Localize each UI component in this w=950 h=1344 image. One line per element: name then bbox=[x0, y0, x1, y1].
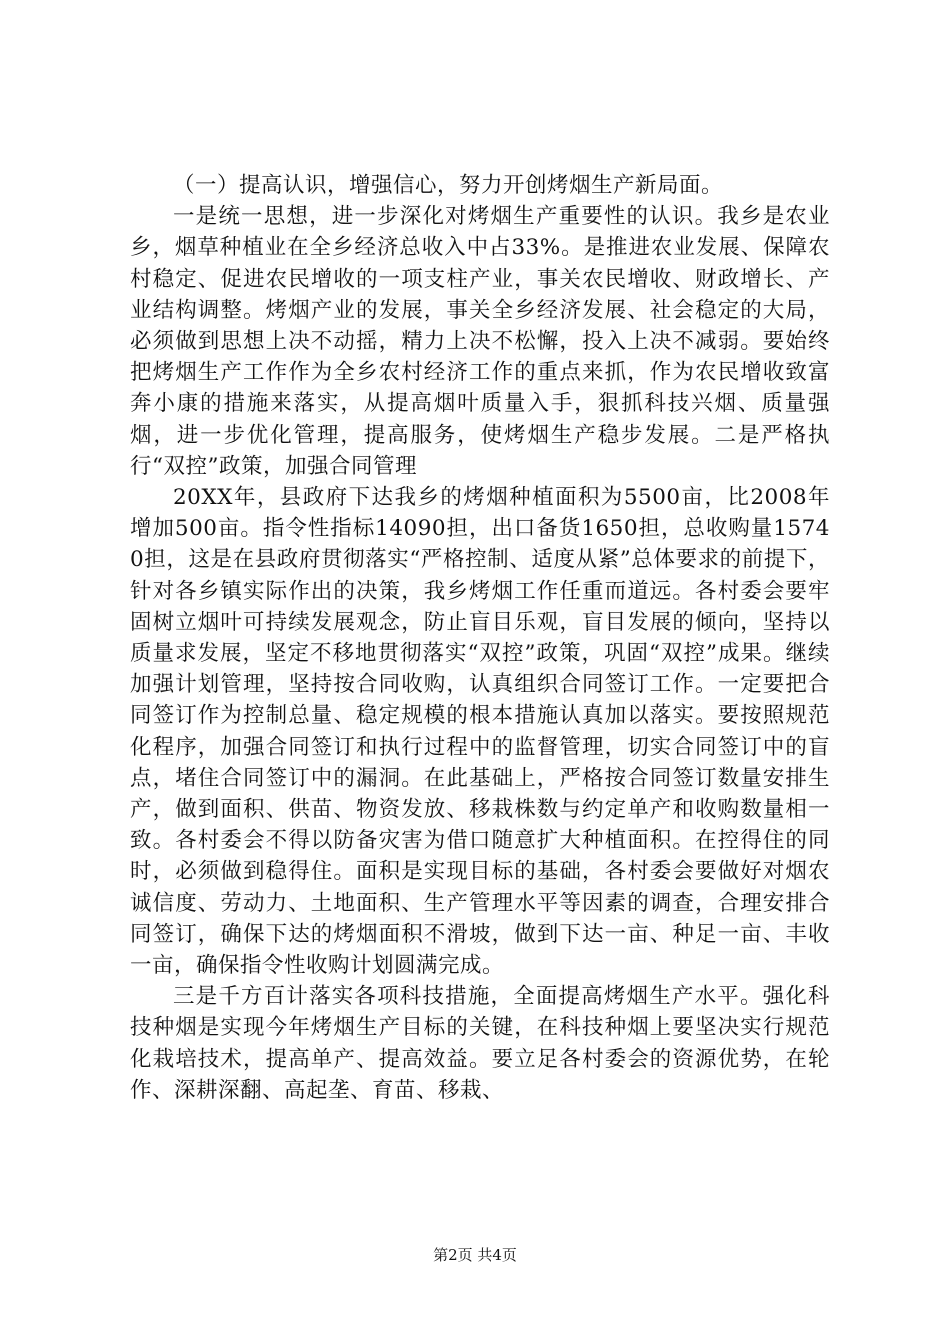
body-paragraph: 一是统一思想，进一步深化对烤烟生产重要性的认识。我乡是农业乡，烟草种植业在全乡经济总收入中占33%。是推进农业发展、保障农村稳定、促进农民增收的一项支柱产业，事关农民增收、财政增长、产业结构调整。烤烟产业的发展，事关全乡经济发展、社会稳定的大局，必须做到思想上决不动摇，精力上决不松懈，投入上决不减弱。要始终把烤烟生产工作作为全乡农村经济工作的重点来抓，作为农民增收致富奔小康的措施来落实，从提高烟叶质量入手，狠抓科技兴烟、质量强烟，进一步优化管理，提高服务，使烤烟生产稳步发展。二是严格执行“双控”政策，加强合同管理 bbox=[130, 204, 830, 479]
page-number-footer: 第2页 共4页 bbox=[433, 1246, 517, 1264]
document-body bbox=[130, 170, 830, 1106]
body-paragraph: 20XX年，县政府下达我乡的烤烟种植面积为5500亩，比2008年增加500亩。指令性指标14090担，出口备货1650担，总收购量15740担，这是在县政府贯彻落实“严格控制、适度从紧”总体要求的前提下，针对各乡镇实际作出的决策，我乡烤烟工作任重而道远。各村委会要牢固树立烟叶可持续发展观念，防止盲目乐观，盲目发展的倾向，坚持以质量求发展，坚定不移地贯彻落实“双控”政策，巩固“双控”成果。继续加强计划管理，坚持按合同收购，认真组织合同签订工作。一定要把合同签订作为控制总量、稳定规模的根本措施认真加以落实。要按照规范化程序，加强合同签订和执行过程中的监督管理，切实合同签订中的盲点，堵住合同签订中的漏洞。在此基础上，严格按合同签订数量安排生产，做到面积、供苗、物资发放、移栽株数与约定单产和收购数量相一致。各村委会不得以防备灾害为借口随意扩大种植面积。在控得住的同时，必须做到稳得住。面积是实现目标的基础，各村委会要做好对烟农诚信度、劳动力、土地面积、生产管理水平等因素的调查，合理安排合同签订，确保下达的烤烟面积不滑坡，做到下达一亩、种足一亩、丰收一亩，确保指令性收购计划圆满完成。 bbox=[130, 485, 830, 979]
body-paragraph: 三是千方百计落实各项科技措施，全面提高烤烟生产水平。强化科技种烟是实现今年烤烟生产目标的关键，在科技种烟上要坚决实行规范化栽培技术，提高单产、提高效益。要立足各村委会的资源优势，在轮作、深耕深翻、高起垄、育苗、移栽、 bbox=[130, 984, 830, 1103]
section-heading-paragraph: （一）提高认识，增强信心，努力开创烤烟生产新局面。 bbox=[173, 173, 724, 198]
